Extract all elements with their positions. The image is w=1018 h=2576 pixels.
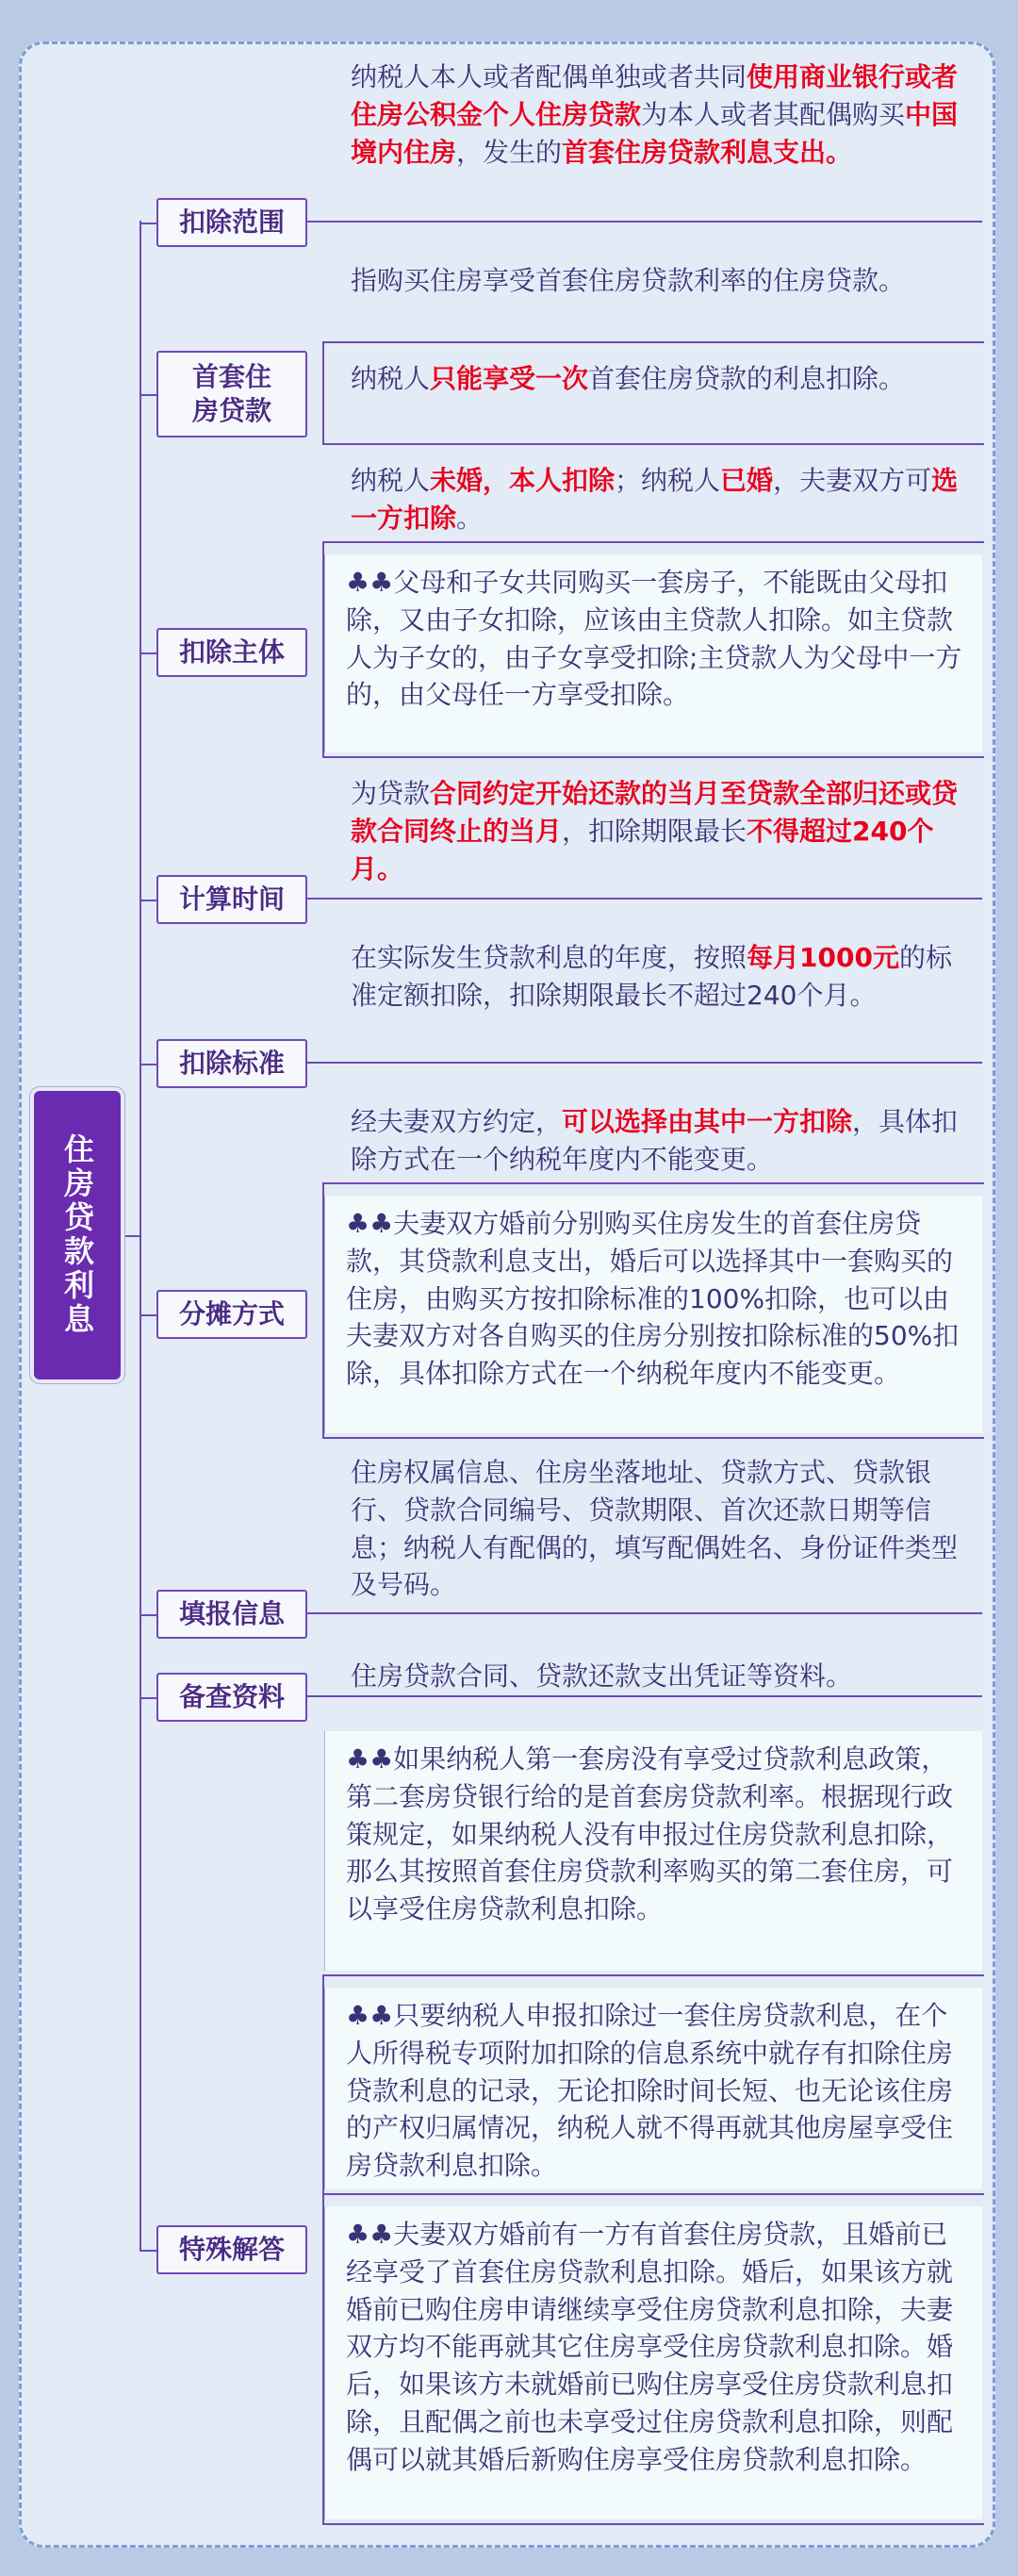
- branch-first-loan: 首套住房贷款: [156, 351, 307, 438]
- leaf-sharing-1: 经夫妻双方约定，可以选择由其中一方扣除，具体扣除方式在一个纳税年度内不能变更。: [351, 1106, 959, 1175]
- leaf-time: 为贷款合同约定开始还款的当月至贷款全部归还或贷款合同终止的当月，扣除期限最长不得超过240个月。: [351, 778, 959, 884]
- underline-time: [307, 898, 982, 900]
- root-connector: [121, 1235, 141, 1237]
- connector-special: [140, 2250, 156, 2252]
- connector-scope: [140, 223, 156, 224]
- leaf-special-2: ♣♣只要纳税人申报扣除过一套住房贷款利息，在个人所得税专项附加扣除的信息系统中就存有扣除住房贷款利息的记录，无论扣除时间长短、也无论该住房的产权归属情况，纳税人就不得再就其他房屋享受住房贷款利息扣除。: [324, 1988, 982, 2189]
- leaf-docs: 住房贷款合同、贷款还款支出凭证等资料。: [351, 1660, 853, 1692]
- underline-first-loan-1: [322, 341, 984, 343]
- connector-info: [140, 1614, 156, 1616]
- underline-subject-1: [322, 541, 984, 543]
- branch-info: 填报信息: [156, 1590, 307, 1639]
- connector-standard: [140, 1064, 156, 1065]
- leaf-first-loan-1: 指购买住房享受首套住房贷款利率的住房贷款。: [351, 265, 906, 296]
- leaf-subject-1: 纳税人未婚，本人扣除；纳税人已婚，夫妻双方可选一方扣除。: [351, 465, 959, 534]
- leaf-special-1: ♣♣如果纳税人第一套房没有享受过贷款利息政策，第二套房贷银行给的是首套房贷款利率。根据现行政策规定，如果纳税人没有申报过住房贷款利息扣除，那么其按照首套住房贷款利率购买的第二套住房，可以享受住房贷款利息扣除。: [324, 1731, 982, 1971]
- underline-scope: [307, 221, 982, 223]
- underline-info: [307, 1612, 982, 1614]
- connector-subject: [140, 652, 156, 654]
- leaf-sharing-2: ♣♣夫妻双方婚前分别购买住房发生的首套住房贷款，其贷款利息支出，婚后可以选择其中一套购买的住房，由购买方按扣除标准的100%扣除，也可以由夫妻双方对各自购买的住房分别按扣除标准的50%扣除，具体扣除方式在一个纳税年度内不能变更。: [324, 1196, 982, 1433]
- underline-docs: [307, 1695, 982, 1697]
- branch-special: 特殊解答: [156, 2225, 307, 2274]
- connector-sharing: [140, 1314, 156, 1316]
- branch-time: 计算时间: [156, 875, 307, 924]
- connector-first-loan: [140, 394, 156, 396]
- connector-docs: [140, 1697, 156, 1699]
- underline-standard: [307, 1062, 982, 1064]
- underline-special-1: [322, 1974, 984, 1976]
- leaf-subject-2: ♣♣父母和子女共同购买一套房子，不能既由父母扣除，又由子女扣除，应该由主贷款人扣除。如主贷款人为子女的，由子女享受扣除;主贷款人为父母中一方的，由父母任一方享受扣除。: [324, 554, 982, 752]
- connector-time: [140, 900, 156, 901]
- underline-sharing-1: [322, 1182, 984, 1184]
- leaf-scope: 纳税人本人或者配偶单独或者共同使用商业银行或者住房公积金个人住房贷款为本人或者其配偶购买中国境内住房，发生的首套住房贷款利息支出。: [351, 61, 959, 168]
- branch-standard: 扣除标准: [156, 1039, 307, 1088]
- underline-sharing-2: [322, 1437, 984, 1439]
- branch-sharing: 分摊方式: [156, 1290, 307, 1339]
- root-node: 住房贷款利息: [34, 1091, 121, 1379]
- leaf-special-3: ♣♣夫妻双方婚前有一方有首套住房贷款，且婚前已经享受了首套住房贷款利息扣除。婚后，如果该方就婚前已购住房申请继续享受住房贷款利息扣除，夫妻双方均不能再就其它住房享受住房贷款利息扣除。婚后，如果该方未就婚前已购住房享受住房贷款利息扣除，且配偶之前也未享受过住房贷款利息扣除，则配偶可以就其婚后新购住房享受住房贷款利息扣除。: [324, 2206, 982, 2519]
- leaf-standard: 在实际发生贷款利息的年度，按照每月1000元的标准定额扣除，扣除期限最长不超过240个月。: [351, 942, 952, 1011]
- underline-subject-2: [322, 756, 984, 758]
- underline-first-loan-2: [322, 443, 984, 445]
- underline-special-2: [322, 2193, 984, 2195]
- underline-special-3: [322, 2523, 984, 2525]
- branch-docs: 备查资料: [156, 1673, 307, 1722]
- branch-scope: 扣除范围: [156, 198, 307, 247]
- leaf-first-loan-2: 纳税人只能享受一次首套住房贷款的利息扣除。: [351, 363, 906, 394]
- branch-subject: 扣除主体: [156, 628, 307, 677]
- leaf-info: 住房权属信息、住房坐落地址、贷款方式、贷款银行、贷款合同编号、贷款期限、首次还款日期等信息；纳税人有配偶的，填写配偶姓名、身份证件类型及号码。: [351, 1457, 959, 1601]
